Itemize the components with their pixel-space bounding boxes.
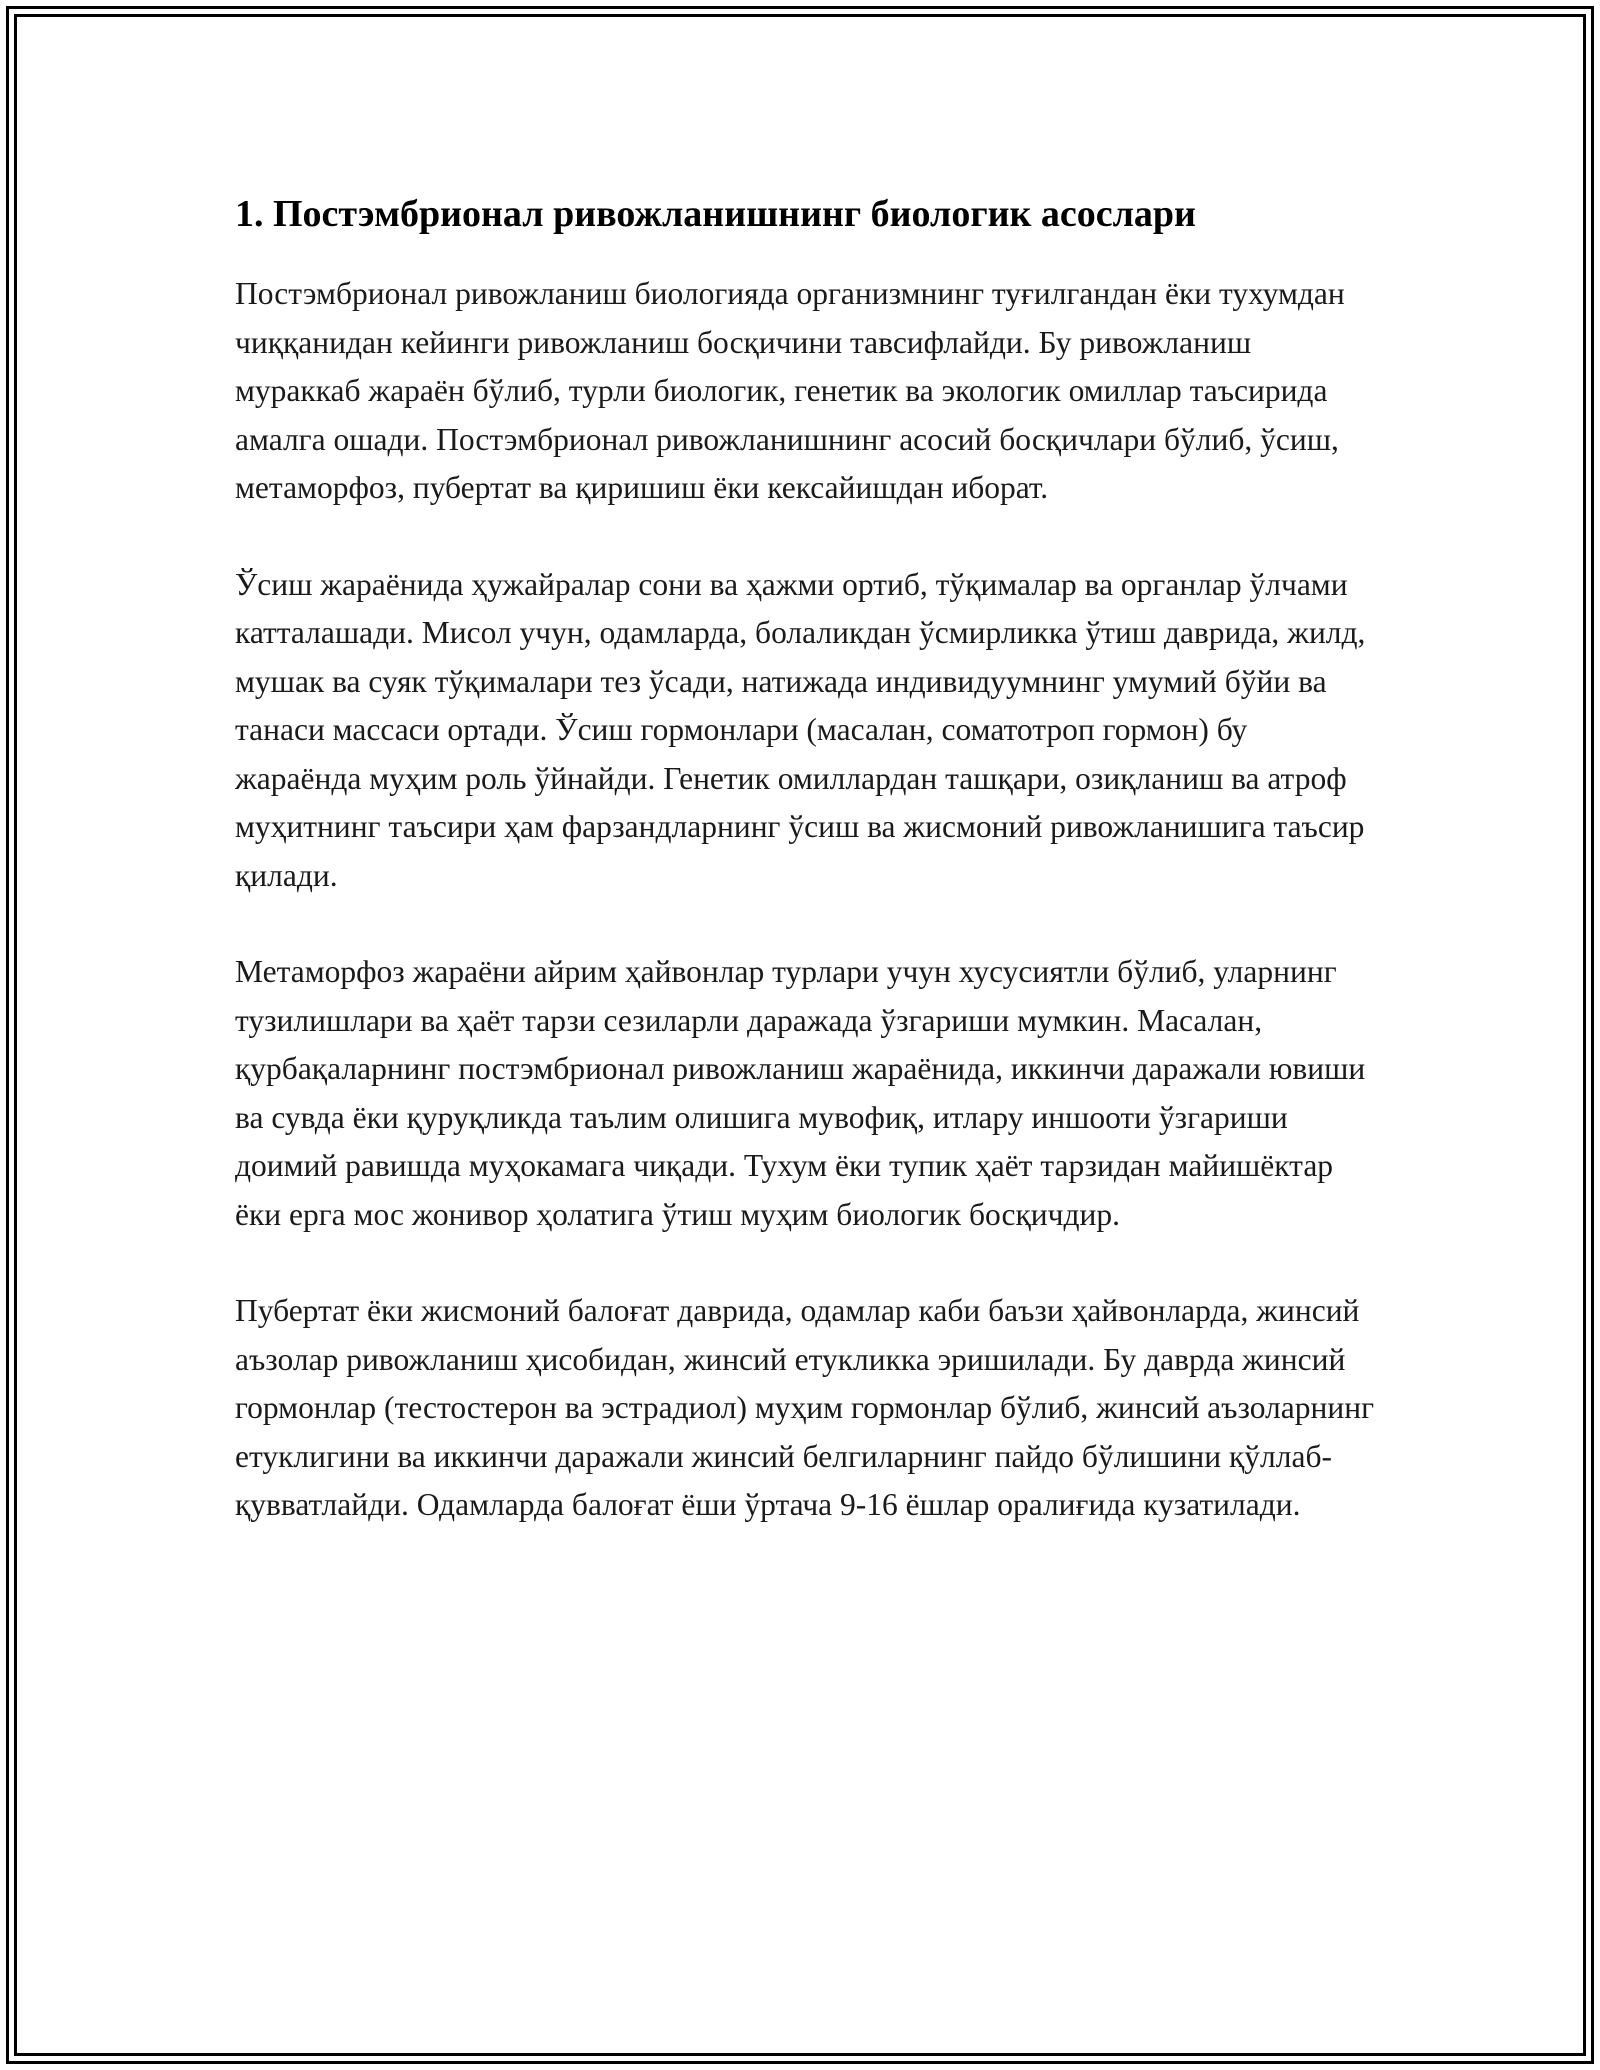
document-body <box>235 188 1375 1530</box>
paragraph-growth: Ўсиш жараёнида ҳужайралар сони ва ҳажми ортиб, тўқималар ва органлар ўлчами катталашади. Мисол учун, одамларда, болаликдан ўсмирликка ўтиш даврида, жилд, мушак ва суяк тўқималари тез ўсади, натижада индивидуумнинг умумий бўйи ва танаси массаси ортади. Ўсиш гормонлари (масалан, соматотроп гормон) бу жараёнда муҳим роль ўйнайди. Генетик омиллардан ташқари, озиқланиш ва атроф муҳитнинг таъсири ҳам фарзандларнинг ўсиш ва жисмоний ривожланишига таъсир қилади. <box>235 566 1366 893</box>
paragraph-puberty: Пубертат ёки жисмоний балоғат даврида, одамлар каби баъзи ҳайвонларда, жинсий аъзолар ривожланиш ҳисобидан, жинсий етукликка эришилади. Бу даврда жинсий гормонлар (тестостерон ва эстрадиол) муҳим гормонлар бўлиб, жинсий аъзоларнинг етуклигини ва иккинчи даражали жинсий белгиларнинг пайдо бўлишини қўллаб-қувватлайди. Одамларда балоғат ёши ўртача 9-16 ёшлар оралиғида кузатилади. <box>235 1293 1374 1522</box>
section-heading: 1. Постэмбрионал ривожланишнинг биологик асослари <box>235 193 1196 235</box>
paragraph-metamorphosis: Метаморфоз жараёни айрим ҳайвонлар турлари учун хусусиятли бўлиб, уларнинг тузилишлари ва ҳаёт тарзи сезиларли даражада ўзгариши мумкин. Масалан, қурбақаларнинг постэмбрионал ривожланиш жараёнида, иккинчи даражали ювиши ва сувда ёки қуруқликда таълим олишига мувофиқ, итлару иншооти ўзгариши доимий равишда муҳокамага чиқади. Тухум ёки тупик ҳаёт тарзидан майишёктар ёки ерга мос жонивор ҳолатига ўтиш муҳим биологик босқичдир. <box>235 954 1366 1232</box>
paragraph-postembryonic-development: Постэмбрионал ривожланиш биологияда организмнинг туғилгандан ёки тухумдан чиққанидан кейинги ривожланиш босқичини тавсифлайди. Бу ривожланиш мураккаб жараён бўлиб, турли биологик, генетик ва экологик омиллар таъсирида амалга ошади. Постэмбрионал ривожланишнинг асосий босқичлари бўлиб, ўсиш, метаморфоз, пубертат ва қиришиш ёки кексайишдан иборат. <box>235 276 1345 505</box>
